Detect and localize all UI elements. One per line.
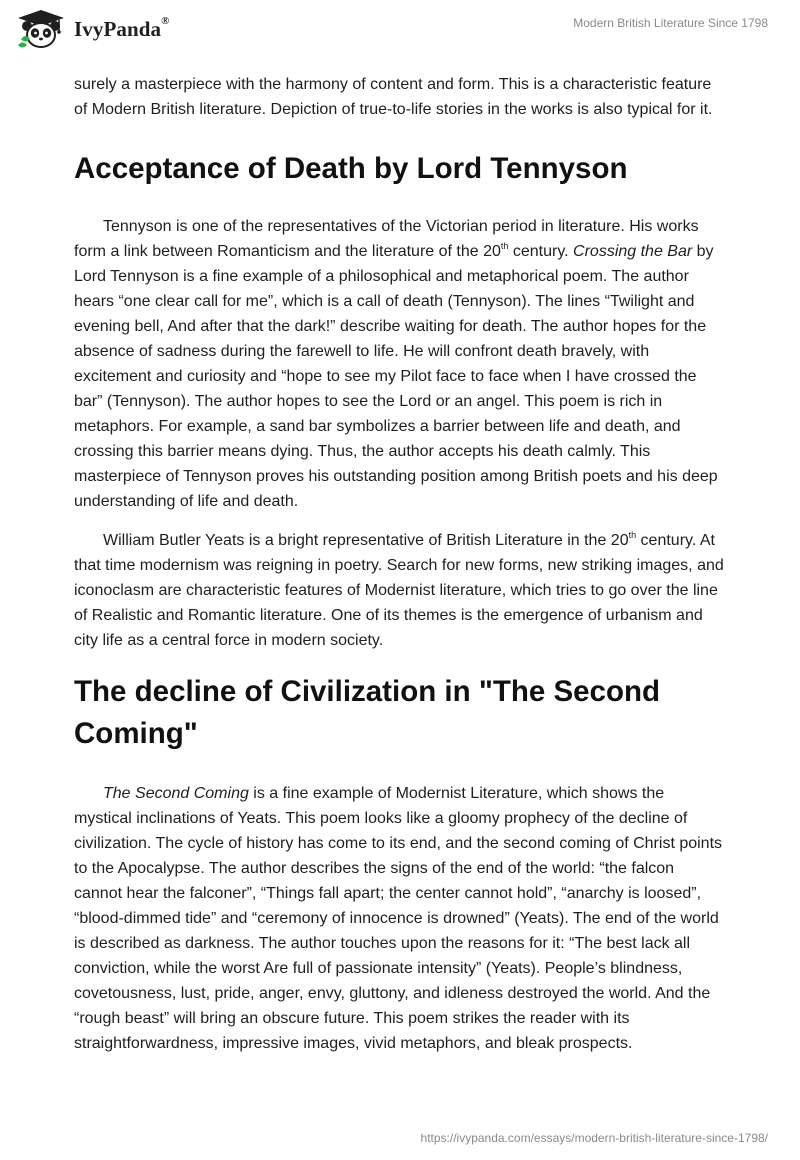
document-title: Modern British Literature Since 1798 [573, 16, 768, 30]
paragraph-second-coming: The Second Coming is a fine example of Modernist Literature, which shows the mystical inclinations of Yeats. This poem looks like a gloomy prophecy of the decline of civilization. The cycle of history has come to its end, and the second coming of Christ points to the Apocalypse. The author describes the signs of the end of the world: “the falcon cannot hear the falconer”, “Things fall apart; the center cannot hold”, “anarchy is loosed”, “blood-dimmed tide” and “ceremony of innocence is drowned” (Yeats). The end of the world is described as darkness. The author touches upon the reasons for it: “The best lack all conviction, while the worst Are full of passionate intensity” (Yeats). People’s blindness, covetousness, lust, pride, anger, envy, gluttony, and idleness destroyed the world. And the “rough beast” will bring an obscure future. This poem strikes the reader with its straightforwardness, impressive images, vivid metaphors, and bleak prospects. [74, 785, 723, 1052]
paragraph-tennyson: Tennyson is one of the representatives of the Victorian period in literature. His works form a link between Romanticism and the literature of the 20th century. Crossing the Bar by Lord Tennyson is a fine example of a philosophical and metaphorical poem. The author hears “one clear call for me”, which is a call of death (Tennyson). The lines “Twilight and evening bell, And after that the dark!” describe waiting for death. The author hopes for the absence of sadness during the farewell to life. He will confront death bravely, with excitement and curiosity and “hope to see my Pilot face to face when I have crossed the bar” (Tennyson). The author hopes to see the Lord or an angel. This poem is rich in metaphors. For example, a sand bar symbolizes a barrier between life and death, and crossing this barrier means dying. Thus, the author accepts his death calmly. This masterpiece of Tennyson proves his outstanding position among British poets and his deep understanding of life and death. [74, 218, 718, 510]
page-header [0, 0, 800, 66]
panda-graduate-icon [14, 9, 68, 49]
section-heading-second-coming: The decline of Civilization in "The Second Coming" [74, 675, 661, 750]
section-heading-tennyson: Acceptance of Death by Lord Tennyson [74, 152, 628, 185]
essay-content [74, 72, 724, 1070]
intro-paragraph: surely a masterpiece with the harmony of content and form. This is a characteristic feature of Modern British literature. Depiction of true-to-life stories in the works is also typical for it. [74, 76, 713, 118]
source-url[interactable]: https://ivypanda.com/essays/modern-british-literature-since-1798/ [420, 1131, 768, 1145]
registered-mark: ® [161, 14, 170, 27]
brand-name: IvyPanda® [74, 14, 170, 41]
poem-title-crossing-the-bar: Crossing the Bar [573, 243, 693, 260]
poem-title-second-coming: The Second Coming [103, 785, 249, 802]
ivypanda-logo[interactable] [14, 9, 170, 49]
paragraph-yeats-intro: William Butler Yeats is a bright representative of British Literature in the 20th century. At that time modernism was reigning in poetry. Search for new forms, new striking images, and iconoclasm are characteristic features of Modernist literature, which tries to go over the line of Realistic and Romantic literature. One of its themes is the emergence of urbanism and city life as a central force in modern society. [74, 530, 724, 649]
